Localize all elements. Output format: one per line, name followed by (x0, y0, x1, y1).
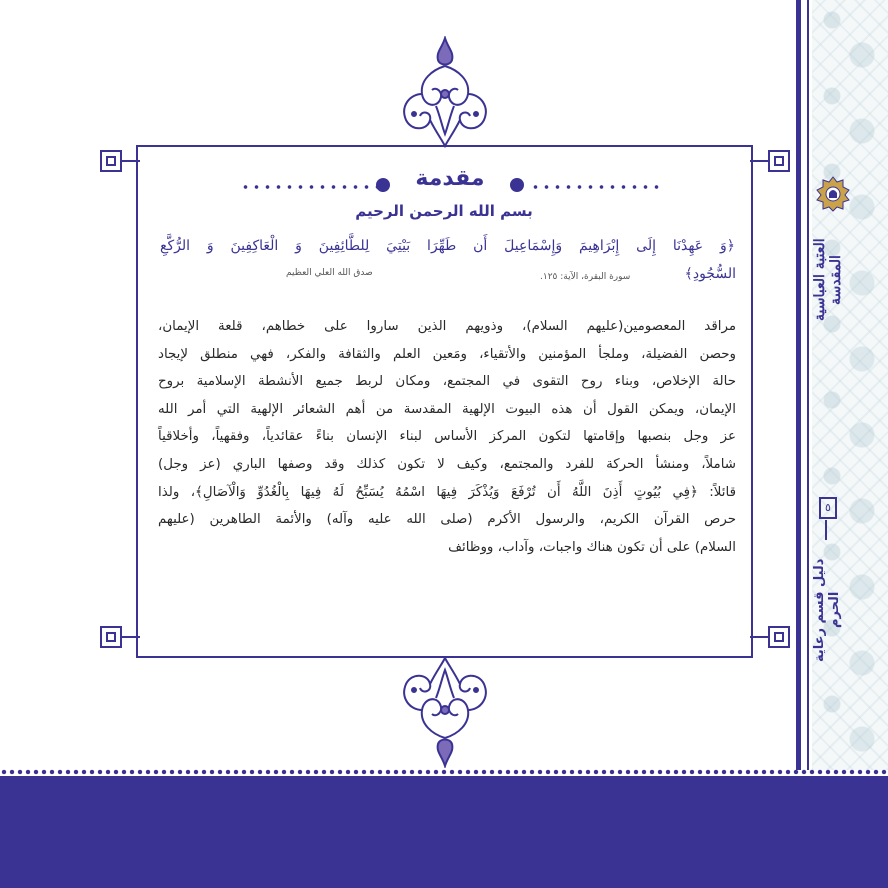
heading-row (240, 166, 660, 200)
heading-dot-right (510, 178, 524, 192)
body-line: السلام) على أن تكون هناك واجبات، وآداب، ووظائف (448, 539, 736, 555)
body-text (158, 313, 736, 561)
side-border-thin (807, 0, 809, 770)
frame-corner-top-left (100, 150, 122, 172)
verse-closing: صدق الله العلي العظيم (286, 268, 373, 278)
bottom-dot-border (0, 768, 888, 776)
verse-reference: سورة البقرة، الآية: ١٢٥. (540, 272, 631, 282)
body-line: مراقد المعصومين(عليهم السلام)، وذويهم الذين ساروا على خطاهم، قلعة الإيمان، (158, 319, 736, 334)
body-line: قائلاً: ﴿فِي بُيُوتٍ أَذِنَ اللَّهُ أَن تُرْفَعَ وَيُذْكَرَ فِيهَا اسْمُهُ يُسَبِّحُ لَهُ فِيهَا بِالْغُدُوِّ وَالْآصَالِ﴾، ولذا (158, 484, 736, 500)
page-number: ٥ (819, 497, 837, 519)
frame-corner-bottom-left (100, 626, 122, 648)
body-line: شاملاً، ومنشأ الحركة للفرد والمجتمع، وكيف لا تكون كذلك وقد وصفها الباري (عز وجل) (158, 456, 736, 472)
body-line: الإيمان، ويمكن القول أن هذه البيوت الإلهية المقدسة من أهم الشعائر الإلهية التي أمر الله (158, 401, 736, 417)
frame-corner-top-right (768, 150, 790, 172)
shrine-logo-icon (816, 176, 850, 212)
heading-dots-right (530, 184, 660, 190)
top-ornament-icon (392, 36, 498, 148)
verse-line-1: ﴿وَ عَهِدْنَا إِلَى إِبْرَاهِيمَ وَإِسْمَاعِيلَ أَن طَهِّرَا بَيْتِيَ لِلطَّائِفِينَ وَ الْعَاكِفِينَ وَ الرُّكَّعِ (160, 238, 735, 254)
verse-line-2: السُّجُودِ﴾ (684, 266, 736, 282)
bottom-ornament-icon (392, 656, 498, 768)
shrine-name-vertical: العتبة العباسية المقدسة (812, 238, 844, 322)
body-line: حالة الإخلاص، وبناء روح التقوى في المجتمع، ومكان لربط جميع الأنشطة الإسلامية بروح (158, 374, 736, 390)
body-line: حرص القرآن الكريم، والرسول الأكرم (صلى الله عليه وآله) والأئمة الطاهرين (عليهم (158, 512, 736, 528)
body-line: عز وجل بنصبها وإقامتها لتكون المركز الأساس لبناء الإنسان بناءً عقائدياً، وفقهياً، وأخلاقياً (158, 429, 736, 445)
body-line: وحصن الفضيلة، وملجأ المؤمنين والأتقياء، ومَعين العلم والثقافة والفكر، فهي منطلق لإيجاد (158, 346, 736, 362)
page-title: مقدمة (415, 166, 485, 191)
frame-corner-bottom-right (768, 626, 790, 648)
side-border-thick (796, 0, 801, 770)
side-divider (825, 520, 827, 540)
basmala: بسم الله الرحمن الرحيم (355, 202, 533, 220)
bottom-band (0, 776, 888, 888)
guide-title-vertical: دليل قسم رعاية الحرم (812, 558, 842, 662)
